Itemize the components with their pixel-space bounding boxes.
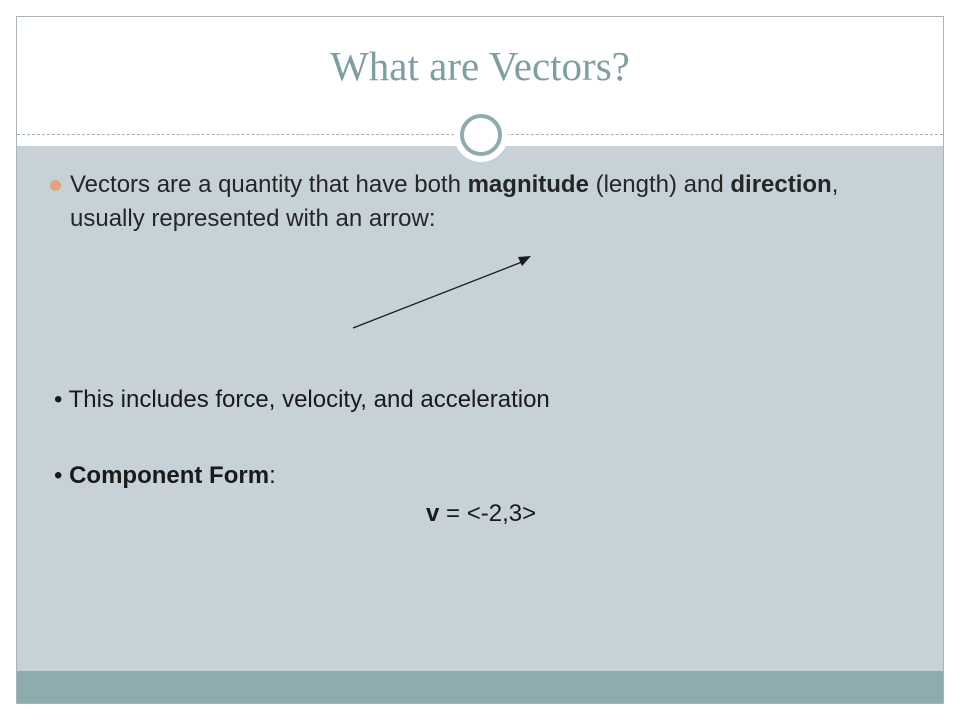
- formula-variable: v: [426, 500, 440, 527]
- ring-ornament-icon: [453, 107, 509, 163]
- slide-title: What are Vectors?: [330, 43, 630, 89]
- list-marker: •: [54, 462, 63, 489]
- bullet-dot-icon: [50, 180, 61, 191]
- bullet-main: [50, 168, 910, 236]
- bullet-bold-magnitude: magnitude: [467, 171, 589, 198]
- bullet-text-part1: Vectors are a quantity that have both: [70, 171, 468, 198]
- bullet-text-part2: (length) and: [588, 171, 731, 198]
- list-item-component-form: [54, 462, 276, 490]
- formula-value: = <-2,3>: [439, 500, 537, 527]
- list-marker: •: [54, 386, 63, 413]
- component-form-label: Component Form: [69, 462, 270, 489]
- component-form-formula: [426, 500, 536, 528]
- bullet-bold-direction: direction: [730, 171, 832, 198]
- list-item-text: This includes force, velocity, and acceleration: [68, 386, 550, 413]
- bullet-text-part3: , usually represented with an arrow:: [70, 171, 839, 232]
- vector-arrow-icon: [345, 245, 545, 340]
- component-form-colon: :: [269, 462, 276, 489]
- bullet-main-text: [70, 168, 910, 236]
- list-item-examples: [54, 386, 550, 414]
- footer-band: [17, 671, 943, 703]
